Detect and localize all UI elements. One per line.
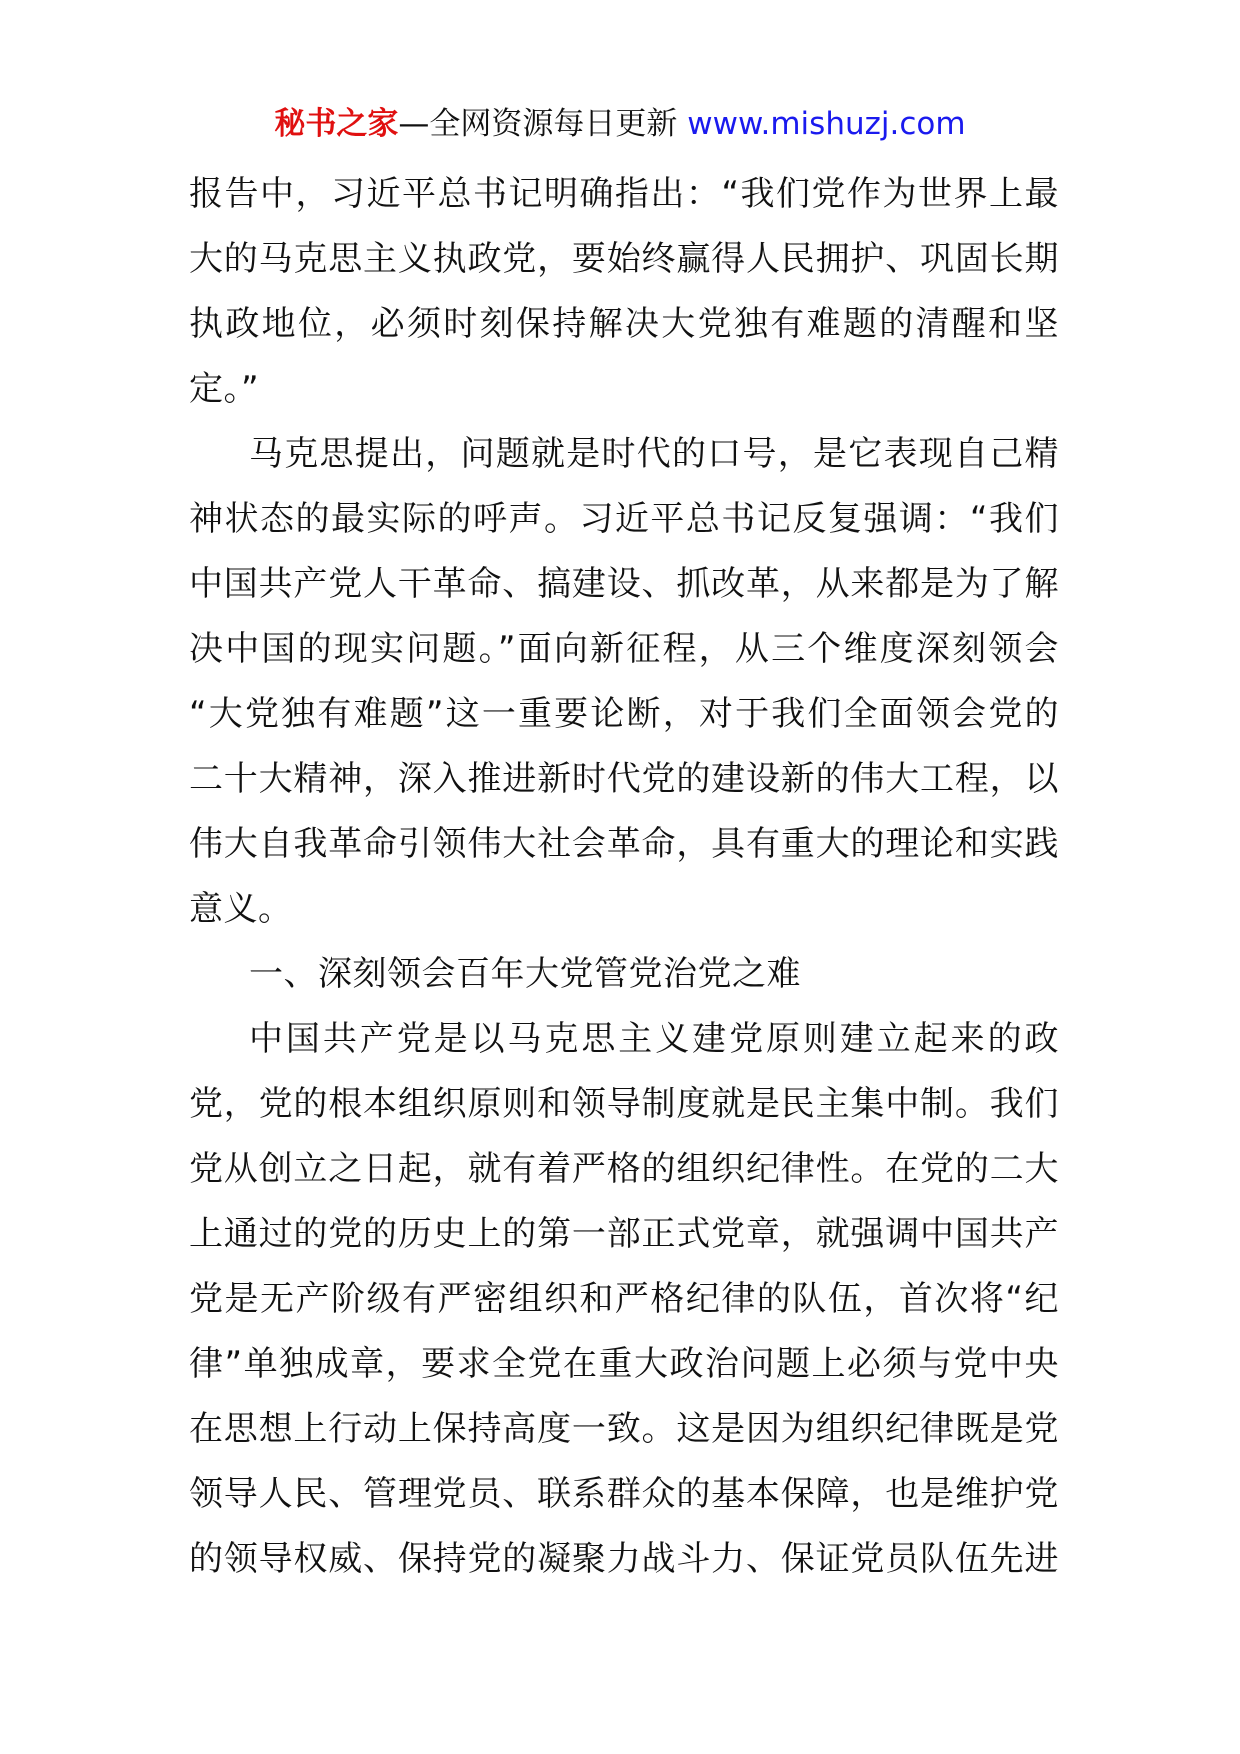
site-url-link[interactable]: www.mishuzj.com — [687, 106, 966, 142]
document-text-line: 伟大自我革命引领伟大社会革命，具有重大的理论和实践 — [189, 824, 1059, 864]
document-text-line: 意义。 — [189, 889, 293, 929]
document-text-line: 在思想上行动上保持高度一致。这是因为组织纪律既是党 — [189, 1409, 1059, 1449]
document-text-line: 决中国的现实问题。”面向新征程，从三个维度深刻领会 — [189, 629, 1059, 669]
site-tagline: —全网资源每日更新 — [398, 106, 678, 142]
document-text-line: 马克思提出，问题就是时代的口号，是它表现自己精 — [249, 434, 1059, 474]
document-text-line: 领导人民、管理党员、联系群众的基本保障，也是维护党 — [189, 1474, 1059, 1514]
site-header — [0, 96, 1240, 152]
document-text-line: 党，党的根本组织原则和领导制度就是民主集中制。我们 — [189, 1084, 1059, 1124]
document-text-line: 二十大精神，深入推进新时代党的建设新的伟大工程，以 — [189, 759, 1059, 799]
document-text-line: 执政地位，必须时刻保持解决大党独有难题的清醒和坚 — [189, 304, 1059, 344]
document-text-line: “大党独有难题”这一重要论断，对于我们全面领会党的 — [189, 694, 1059, 734]
document-text-line: 一、深刻领会百年大党管党治党之难 — [249, 954, 801, 994]
document-text-line: 大的马克思主义执政党，要始终赢得人民拥护、巩固长期 — [189, 239, 1059, 279]
document-text-line: 报告中，习近平总书记明确指出：“我们党作为世界上最 — [189, 174, 1059, 214]
document-text-line: 党是无产阶级有严密组织和严格纪律的队伍，首次将“纪 — [189, 1279, 1059, 1319]
document-text-line: 神状态的最实际的呼声。习近平总书记反复强调：“我们 — [189, 499, 1059, 539]
document-text-line: 中国共产党人干革命、搞建设、抓改革，从来都是为了解 — [189, 564, 1059, 604]
document-body — [189, 162, 1059, 1592]
document-text-line: 的领导权威、保持党的凝聚力战斗力、保证党员队伍先进 — [189, 1539, 1059, 1579]
document-text-line: 党从创立之日起，就有着严格的组织纪律性。在党的二大 — [189, 1149, 1059, 1189]
document-text-line: 定。” — [189, 369, 260, 409]
document-text-line: 上通过的党的历史上的第一部正式党章，就强调中国共产 — [189, 1214, 1059, 1254]
site-brand: 秘书之家 — [274, 106, 399, 142]
document-text-line: 律”单独成章，要求全党在重大政治问题上必须与党中央 — [189, 1344, 1059, 1384]
document-text-line: 中国共产党是以马克思主义建党原则建立起来的政 — [249, 1019, 1059, 1059]
